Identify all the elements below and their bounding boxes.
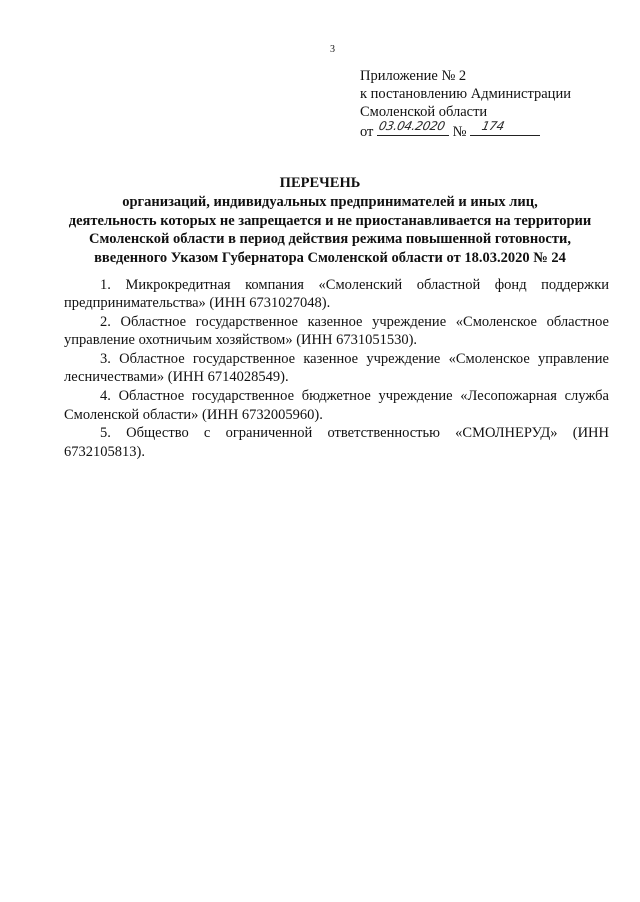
handwritten-number: 174 — [480, 119, 506, 133]
appendix-region: Смоленской области — [360, 104, 488, 120]
subtitle-line-3: Смоленской области в период действия режима повышенной готовности, — [89, 231, 571, 247]
document-subtitle — [60, 193, 600, 267]
subtitle-line-4: введенного Указом Губернатора Смоленской области от 18.03.2020 № 24 — [94, 249, 566, 266]
appendix-date-line — [360, 121, 571, 141]
number-field — [470, 121, 540, 136]
list-item — [64, 387, 609, 424]
number-prefix: № — [452, 124, 467, 140]
date-prefix: от — [360, 124, 374, 140]
item-number: 4. — [100, 388, 111, 405]
handwritten-date: 03.04.2020 — [377, 119, 447, 133]
organizations-list — [64, 276, 609, 461]
subtitle-line-1: организаций, индивидуальных предпринимателей и иных лиц, — [122, 194, 538, 210]
appendix-reference: к постановлению Администрации — [360, 86, 571, 102]
item-text: Микрокредитная компания «Смоленский областной фонд поддержки предпринимательства» (ИНН 6731027048). — [64, 277, 610, 312]
page-number: 3 — [330, 44, 335, 55]
list-item — [64, 350, 609, 387]
item-text: Областное государственное бюджетное учреждение «Лесопожарная служба Смоленской области» (ИНН 6732005960). — [64, 388, 609, 423]
list-item — [64, 424, 609, 461]
subtitle-line-2: деятельность которых не запрещается и не приостанавливается на территории — [68, 212, 592, 229]
list-item — [64, 313, 609, 350]
date-field — [377, 121, 449, 136]
item-number: 2. — [100, 314, 111, 331]
item-number: 1. — [100, 277, 111, 293]
list-item — [64, 276, 609, 313]
document-title: ПЕРЕЧЕНЬ — [279, 175, 361, 191]
appendix-header — [360, 67, 571, 141]
item-text: Областное государственное казенное учреждение «Смоленское областное управление охотничьим хозяйством» (ИНН 6731051530). — [64, 314, 609, 349]
item-number: 3. — [100, 351, 111, 368]
item-number: 5. — [100, 425, 111, 442]
item-text: Областное государственное казенное учреждение «Смоленское управление лесничествами» (ИНН 6714028549). — [64, 351, 609, 386]
appendix-title: Приложение № 2 — [360, 68, 467, 84]
item-text: Общество с ограниченной ответственностью «СМОЛНЕРУД» (ИНН 6732105813). — [64, 425, 609, 460]
